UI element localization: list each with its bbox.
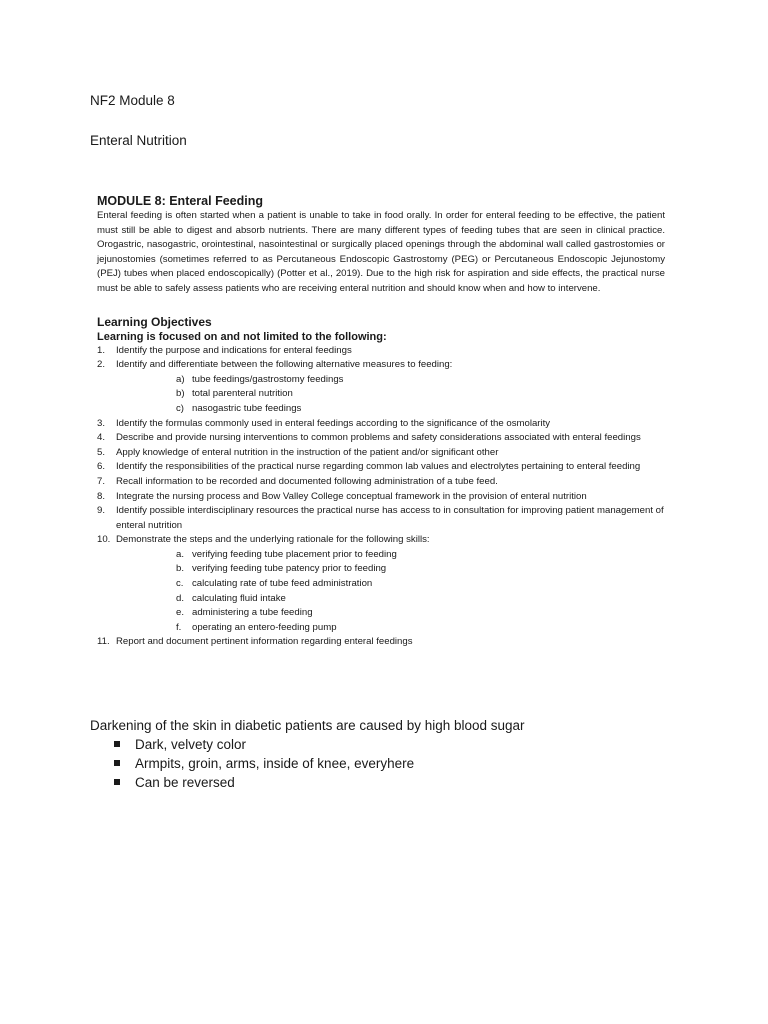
- subitem-marker: d.: [176, 592, 185, 604]
- objective-number: 10.: [97, 534, 111, 546]
- subitem-marker: e.: [176, 607, 185, 619]
- objective-text: Recall information to be recorded and documented following administration of a tube feed.: [116, 475, 498, 487]
- objectives-list: [97, 344, 665, 650]
- subitem-text: calculating rate of tube feed administration: [192, 578, 373, 590]
- objective-number: 1.: [97, 344, 106, 356]
- objective-item: [97, 475, 665, 490]
- objective-number: 3.: [97, 417, 106, 429]
- objective-item: [97, 417, 665, 432]
- objective-sublist: [116, 548, 665, 636]
- objectives-subheading: Learning is focused on and not limited to the following:: [97, 330, 387, 343]
- objective-text: Identify possible interdisciplinary resources the practical nurse has access to in consultation for improving patient management of enteral nutrition: [116, 505, 664, 531]
- objective-number: 6.: [97, 461, 106, 473]
- subitem-text: verifying feeding tube patency prior to feeding: [192, 563, 387, 575]
- subitem-marker: a.: [176, 548, 185, 560]
- module-intro-paragraph: Enteral feeding is often started when a patient is unable to take in food orally. In order for enteral feeding to be effective, the patient must still be able to digest and absorb nutrients. There are many different types of feeding tubes that are seen in clinical practice. Orogastric, nasogastric, orointestinal, nasointestinal or surgically placed openings through the abdominal wall called gastrostomies or jejunostomies (sometimes referred to as Percutaneous Endoscopic Gastrostomy (PEG) or Percutaneous Endoscopic Jejunostomy (PEJ) tubes when placed endoscopically) (Potter et al., 2019). Due to the high risk for aspiration and side effects, the practical nurse must be able to safely assess patients who are receiving enteral nutrition and should know when and how to intervene.: [97, 210, 665, 294]
- objective-text: Demonstrate the steps and the underlying rationale for the following skills:: [116, 534, 430, 546]
- objective-item: [97, 460, 665, 475]
- document-title: NF2 Module 8: [90, 93, 175, 108]
- subitem-marker: a): [176, 373, 185, 385]
- objective-subitem: [176, 562, 665, 577]
- objective-subitem: [176, 577, 665, 592]
- subitem-marker: b.: [176, 563, 185, 575]
- objective-item: [97, 358, 665, 416]
- objective-item: [97, 431, 665, 446]
- square-bullet-icon: [114, 760, 120, 766]
- subitem-marker: c): [176, 402, 184, 414]
- objective-text: Identify the responsibilities of the practical nurse regarding common lab values and electrolytes pertaining to enteral feeding: [116, 461, 641, 473]
- document-subtitle: Enteral Nutrition: [90, 133, 187, 148]
- objective-number: 4.: [97, 432, 106, 444]
- notes-section: [90, 716, 710, 792]
- square-bullet-icon: [114, 779, 120, 785]
- objective-item: [97, 504, 665, 533]
- module-section: [97, 193, 665, 650]
- objective-text: Identify and differentiate between the following alternative measures to feeding:: [116, 359, 453, 371]
- subitem-text: administering a tube feeding: [192, 607, 313, 619]
- objective-subitem: [176, 373, 665, 388]
- subitem-text: total parenteral nutrition: [192, 388, 293, 400]
- note-text: Dark, velvety color: [135, 737, 247, 752]
- subitem-marker: c.: [176, 578, 184, 590]
- objective-subitem: [176, 402, 665, 417]
- objective-number: 11.: [97, 636, 110, 648]
- objective-number: 9.: [97, 505, 106, 517]
- list-item: [114, 773, 710, 792]
- objective-text: Identify the formulas commonly used in enteral feedings according to the significance of the osmolarity: [116, 417, 551, 429]
- objective-item: [97, 446, 665, 461]
- note-text: Armpits, groin, arms, inside of knee, everyhere: [135, 756, 415, 771]
- objective-text: Report and document pertinent information regarding enteral feedings: [116, 636, 413, 648]
- objective-subitem: [176, 592, 665, 607]
- subitem-marker: b): [176, 388, 185, 400]
- objective-subitem: [176, 387, 665, 402]
- subitem-text: operating an entero-feeding pump: [192, 621, 337, 633]
- objective-number: 7.: [97, 475, 106, 487]
- list-item: [114, 754, 710, 773]
- objective-subitem: [176, 621, 665, 636]
- notes-heading: Darkening of the skin in diabetic patients are caused by high blood sugar: [90, 718, 525, 733]
- objective-subitem: [176, 606, 665, 621]
- objective-subitem: [176, 548, 665, 563]
- notes-list: [90, 735, 710, 792]
- objective-text: Integrate the nursing process and Bow Valley College conceptual framework in the provision of enteral nutrition: [116, 490, 587, 502]
- subitem-text: tube feedings/gastrostomy feedings: [192, 373, 344, 385]
- objective-item: [97, 533, 665, 635]
- subitem-text: nasogastric tube feedings: [192, 402, 302, 414]
- objective-item: [97, 635, 665, 650]
- note-text: Can be reversed: [135, 775, 235, 790]
- square-bullet-icon: [114, 741, 120, 747]
- objective-text: Identify the purpose and indications for enteral feedings: [116, 344, 352, 356]
- objective-text: Apply knowledge of enteral nutrition in the instruction of the patient and/or significant other: [116, 446, 499, 458]
- objectives-heading: Learning Objectives: [97, 314, 212, 329]
- list-item: [114, 735, 710, 754]
- objective-sublist: [116, 373, 665, 417]
- objective-text: Describe and provide nursing interventions to common problems and safety considerations associated with enteral feedings: [116, 432, 641, 444]
- subitem-text: verifying feeding tube placement prior to feeding: [192, 548, 397, 560]
- objective-number: 2.: [97, 359, 106, 371]
- module-heading: MODULE 8: Enteral Feeding: [97, 194, 263, 208]
- subitem-marker: f.: [176, 621, 182, 633]
- objective-item: [97, 490, 665, 505]
- objective-item: [97, 344, 665, 359]
- objective-number: 5.: [97, 446, 106, 458]
- subitem-text: calculating fluid intake: [192, 592, 286, 604]
- objective-number: 8.: [97, 490, 106, 502]
